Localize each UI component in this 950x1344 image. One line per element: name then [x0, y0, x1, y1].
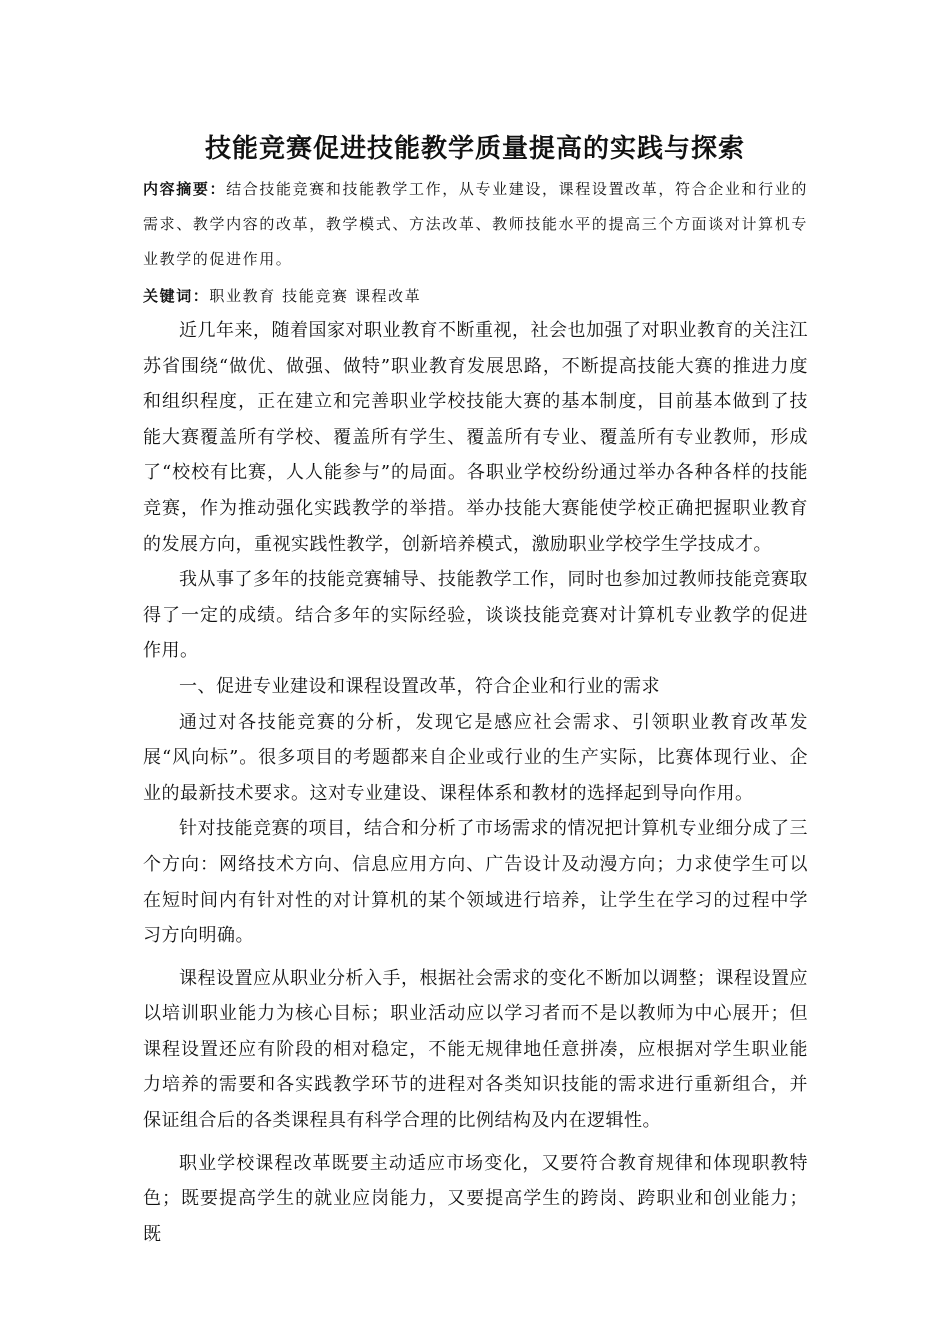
abstract-text: 结合技能竞赛和技能教学工作，从专业建设，课程设置改革，符合企业和行业的需求、教学内容的改革，教学模式、方法改革、教师技能水平的提高三个方面谈对计算机专业教学的促进作用。 [143, 180, 808, 268]
keywords-label: 关键词： [143, 287, 210, 305]
body-text [143, 313, 808, 1252]
paragraph-reform: 职业学校课程改革既要主动适应市场变化，又要符合教育规律和体现职教特色；既要提高学生的就业应岗能力，又要提高学生的跨岗、跨职业和创业能力；既 [143, 1152, 808, 1245]
keywords-text: 职业教育 技能竞赛 课程改革 [209, 287, 422, 305]
paragraph-experience: 我从事了多年的技能竞赛辅导、技能教学工作，同时也参加过教师技能竞赛取得了一定的成绩。结合多年的实际经验，谈谈技能竞赛对计算机专业教学的促进作用。 [143, 569, 808, 662]
document-title: 技能竞赛促进技能教学质量提高的实践与探索 [204, 134, 745, 164]
paragraph-analysis: 通过对各技能竞赛的分析，发现它是感应社会需求、引领职业教育改革发展“风向标”。很多项目的考题都来自企业或行业的生产实际，比赛体现行业、企业的最新技术要求。这对专业建设、课程体系和教材的选择起到导向作用。 [143, 711, 808, 804]
abstract [143, 172, 808, 277]
paragraph-intro: 近几年来，随着国家对职业教育不断重视，社会也加强了对职业教育的关注江苏省围绕“做优、做强、做特”职业教育发展思路，不断提高技能大赛的推进力度和组织程度，正在建立和完善职业学校技能大赛的基本制度，目前基本做到了技能大赛覆盖所有学校、覆盖所有学生、覆盖所有专业、覆盖所有专业教师，形成了“校校有比赛，人人能参与”的局面。各职业学校纷纷通过举办各种各样的技能竞赛，作为推动强化实践教学的举措。举办技能大赛能使学校正确把握职业教育的发展方向，重视实践性教学，创新培养模式，激励职业学校学生学技成才。 [143, 320, 808, 555]
abstract-label: 内容摘要： [143, 180, 227, 198]
keywords [143, 279, 808, 314]
paragraph-curriculum: 课程设置应从职业分析入手，根据社会需求的变化不断加以调整；课程设置应以培训职业能力为核心目标；职业活动应以学习者而不是以教师为中心展开；但课程设置还应有阶段的相对稳定，不能无规律地任意拼凑，应根据对学生职业能力培养的需要和各实践教学环节的进程对各类知识技能的需求进行重新组合，并保证组合后的各类课程具有科学合理的比例结构及内在逻辑性。 [143, 967, 808, 1132]
paragraph-directions: 针对技能竞赛的项目，结合和分析了市场需求的情况把计算机专业细分成了三个方向：网络技术方向、信息应用方向、广告设计及动漫方向；力求使学生可以在短时间内有针对性的对计算机的某个领域进行培养，让学生在学习的过程中学习方向明确。 [143, 818, 808, 947]
section-heading-1: 一、促进专业建设和课程设置改革，符合企业和行业的需求 [179, 675, 660, 697]
